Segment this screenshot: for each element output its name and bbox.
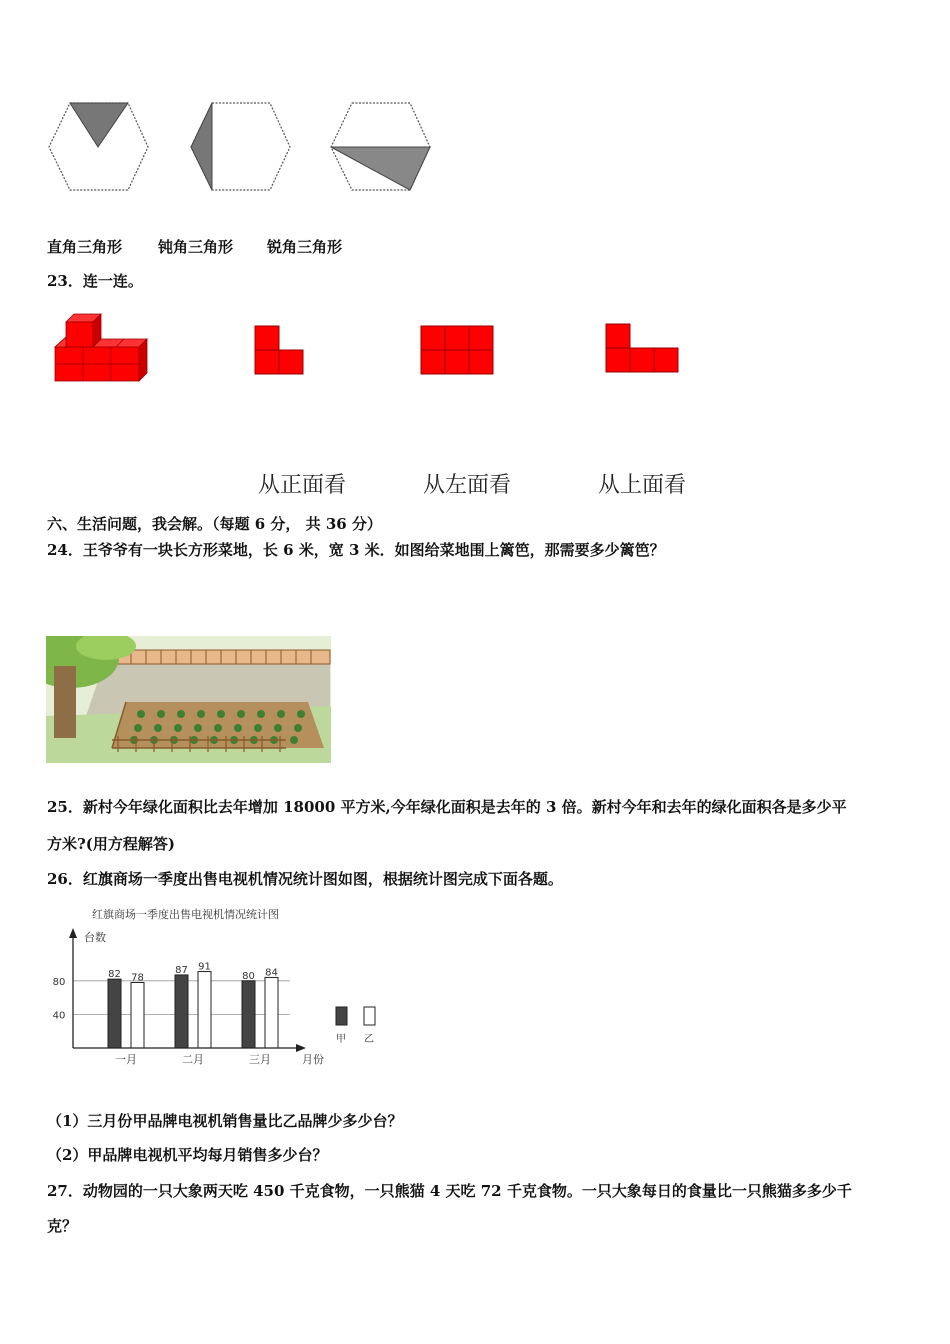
question-25-line-2: 方米?(用方程解答)	[47, 835, 175, 853]
view-label-left: 从左面看	[423, 473, 512, 498]
section-6-title: 六、生活问题，我会解。（每题 6 分， 共 36 分）	[47, 515, 382, 533]
question-25-line-1: 25．新村今年绿化面积比去年增加 18000 平方米,今年绿化面积是去年的 3 倍。新村今年和去年的绿化面积各是多少平	[47, 798, 847, 816]
chart-bar-甲-三月	[242, 981, 255, 1048]
hexagon-right-triangle	[49, 103, 148, 190]
label-obtuse-triangle: 钝角三角形	[158, 238, 234, 256]
question-27-line-2: 克？	[47, 1217, 78, 1235]
chart-category-label: 三月	[249, 1053, 271, 1066]
question-26-sub-2: （2）甲品牌电视机平均每月销售多少台？	[47, 1146, 328, 1164]
question-23: 23．连一连。	[47, 272, 143, 290]
chart-bar-甲-二月	[175, 975, 188, 1048]
vegetable-garden-illustration	[46, 636, 331, 763]
chart-legend-label: 甲	[336, 1034, 346, 1045]
question-24: 24．王爷爷有一块长方形菜地，长 6 米，宽 3 米．如图给菜地围上篱笆，那需要多少篱笆？	[47, 541, 665, 559]
chart-data-label: 80	[242, 970, 255, 982]
chart-data-label: 78	[131, 972, 144, 984]
chart-bar-乙-一月	[131, 982, 144, 1048]
chart-title: 红旗商场一季度出售电视机情况统计图	[92, 908, 279, 921]
chart-bar-乙-二月	[198, 972, 211, 1048]
hexagon-acute-triangle	[331, 103, 430, 190]
chart-data-label: 91	[198, 961, 211, 973]
view-shape-l-wide	[605, 323, 681, 375]
chart-legend-label: 乙	[364, 1034, 374, 1045]
label-acute-triangle: 锐角三角形	[267, 238, 343, 256]
hexagon-figures	[40, 95, 440, 200]
chart-data-label: 82	[108, 969, 121, 981]
chart-ytick-label: 80	[52, 976, 66, 988]
view-shape-l-small	[254, 325, 306, 377]
chart-ylabel: 台数	[84, 931, 106, 944]
question-27-line-1: 27．动物园的一只大象两天吃 450 千克食物，一只熊猫 4 天吃 72 千克食物。一只大象每日的食量比一只熊猫多多少千	[47, 1182, 852, 1200]
chart-data-label: 87	[175, 964, 188, 976]
view-shape-grid-2x3	[420, 325, 495, 377]
hexagon-obtuse-triangle	[191, 103, 290, 190]
chart-bar-甲-一月	[108, 979, 121, 1048]
chart-bar-乙-三月	[265, 977, 278, 1048]
chart-legend-swatch-乙	[364, 1007, 375, 1025]
chart-category-label: 一月	[115, 1053, 137, 1066]
tv-sales-bar-chart	[40, 900, 400, 1080]
chart-category-label: 二月	[182, 1053, 204, 1066]
chart-ytick-label: 40	[52, 1010, 66, 1022]
question-26-sub-1: （1）三月份甲品牌电视机销售量比乙品牌少多少台？	[47, 1112, 403, 1130]
chart-legend-swatch-甲	[336, 1007, 347, 1025]
chart-xlabel: 月份	[302, 1053, 324, 1066]
cube-figure-3d	[50, 310, 155, 385]
question-26: 26．红旗商场一季度出售电视机情况统计图如图，根据统计图完成下面各题。	[47, 870, 563, 888]
view-label-front: 从正面看	[258, 473, 347, 498]
label-right-triangle: 直角三角形	[47, 238, 123, 256]
view-label-top: 从上面看	[598, 473, 687, 498]
chart-data-label: 84	[265, 967, 278, 979]
